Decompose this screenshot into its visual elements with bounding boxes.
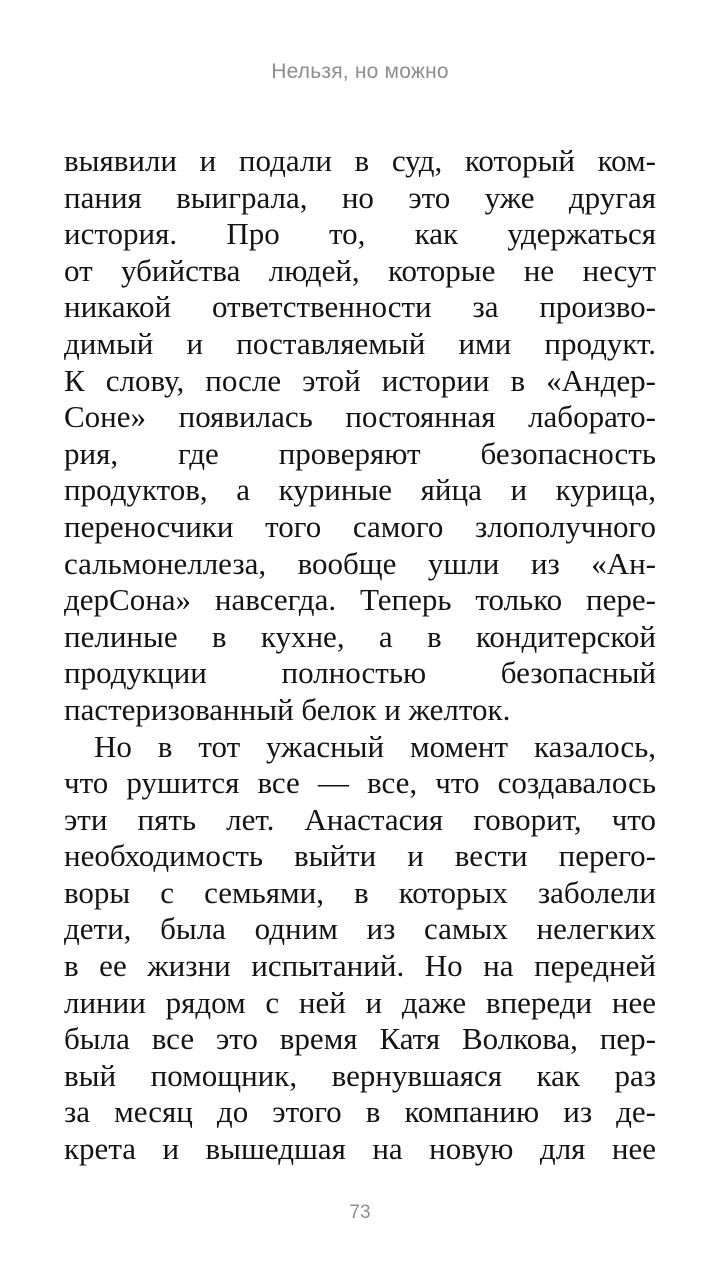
text-line: от убийства людей, которые не несут	[64, 252, 656, 288]
paragraph-2	[64, 729, 656, 1168]
text-line: никакой ответственности за произво-	[64, 289, 656, 325]
text-line: необходимость выйти и вести перего-	[64, 838, 656, 874]
text-line: вый помощник, вернувшаяся как раз	[64, 1057, 656, 1093]
text-line: была все это время Катя Волкова, пер-	[64, 1021, 656, 1057]
book-title: Нельзя, но можно	[271, 60, 449, 83]
text-line: сальмонеллеза, вообще ушли из «Ан-	[64, 545, 656, 581]
text-line: эти пять лет. Анастасия говорит, что	[64, 801, 656, 837]
text-line: димый и поставляемый ими продукт.	[64, 325, 656, 361]
text-line: в ее жизни испытаний. Но на передней	[64, 948, 656, 984]
paragraph-1	[64, 143, 656, 729]
text-line: Но в тот ужасный момент казалось,	[94, 728, 656, 764]
text-line: линии рядом с ней и даже впереди нее	[64, 984, 656, 1020]
text-line: Соне» появилась постоянная лаборато-	[64, 399, 656, 435]
page-number: 73	[349, 1202, 371, 1223]
text-line: воры с семьями, в которых заболели	[64, 874, 656, 910]
text-line: продукции полностью безопасный	[64, 655, 656, 691]
text-line: что рушится все — все, что создавалось	[64, 765, 656, 801]
text-line: крета и вышедшая на новую для нее	[64, 1131, 656, 1167]
text-line: пастеризованный белок и желток.	[64, 691, 511, 727]
text-line: дерСона» навсегда. Теперь только пере-	[64, 582, 656, 618]
text-line: продуктов, а куриные яйца и курица,	[64, 472, 656, 508]
page-text	[64, 143, 656, 1168]
text-line: пелиные в кухне, а в кондитерской	[64, 618, 656, 654]
text-line: за месяц до этого в компанию из де-	[64, 1094, 656, 1130]
text-line: К слову, после этой истории в «Андер-	[64, 362, 656, 398]
text-line: дети, была одним из самых нелегких	[64, 911, 656, 947]
text-line: рия, где проверяют безопасность	[64, 435, 656, 471]
text-line: пания выиграла, но это уже другая	[64, 179, 656, 215]
text-line: переносчики того самого злополучного	[64, 508, 656, 544]
text-line: история. Про то, как удержаться	[64, 216, 656, 252]
text-line: выявили и подали в суд, который ком-	[64, 143, 656, 178]
